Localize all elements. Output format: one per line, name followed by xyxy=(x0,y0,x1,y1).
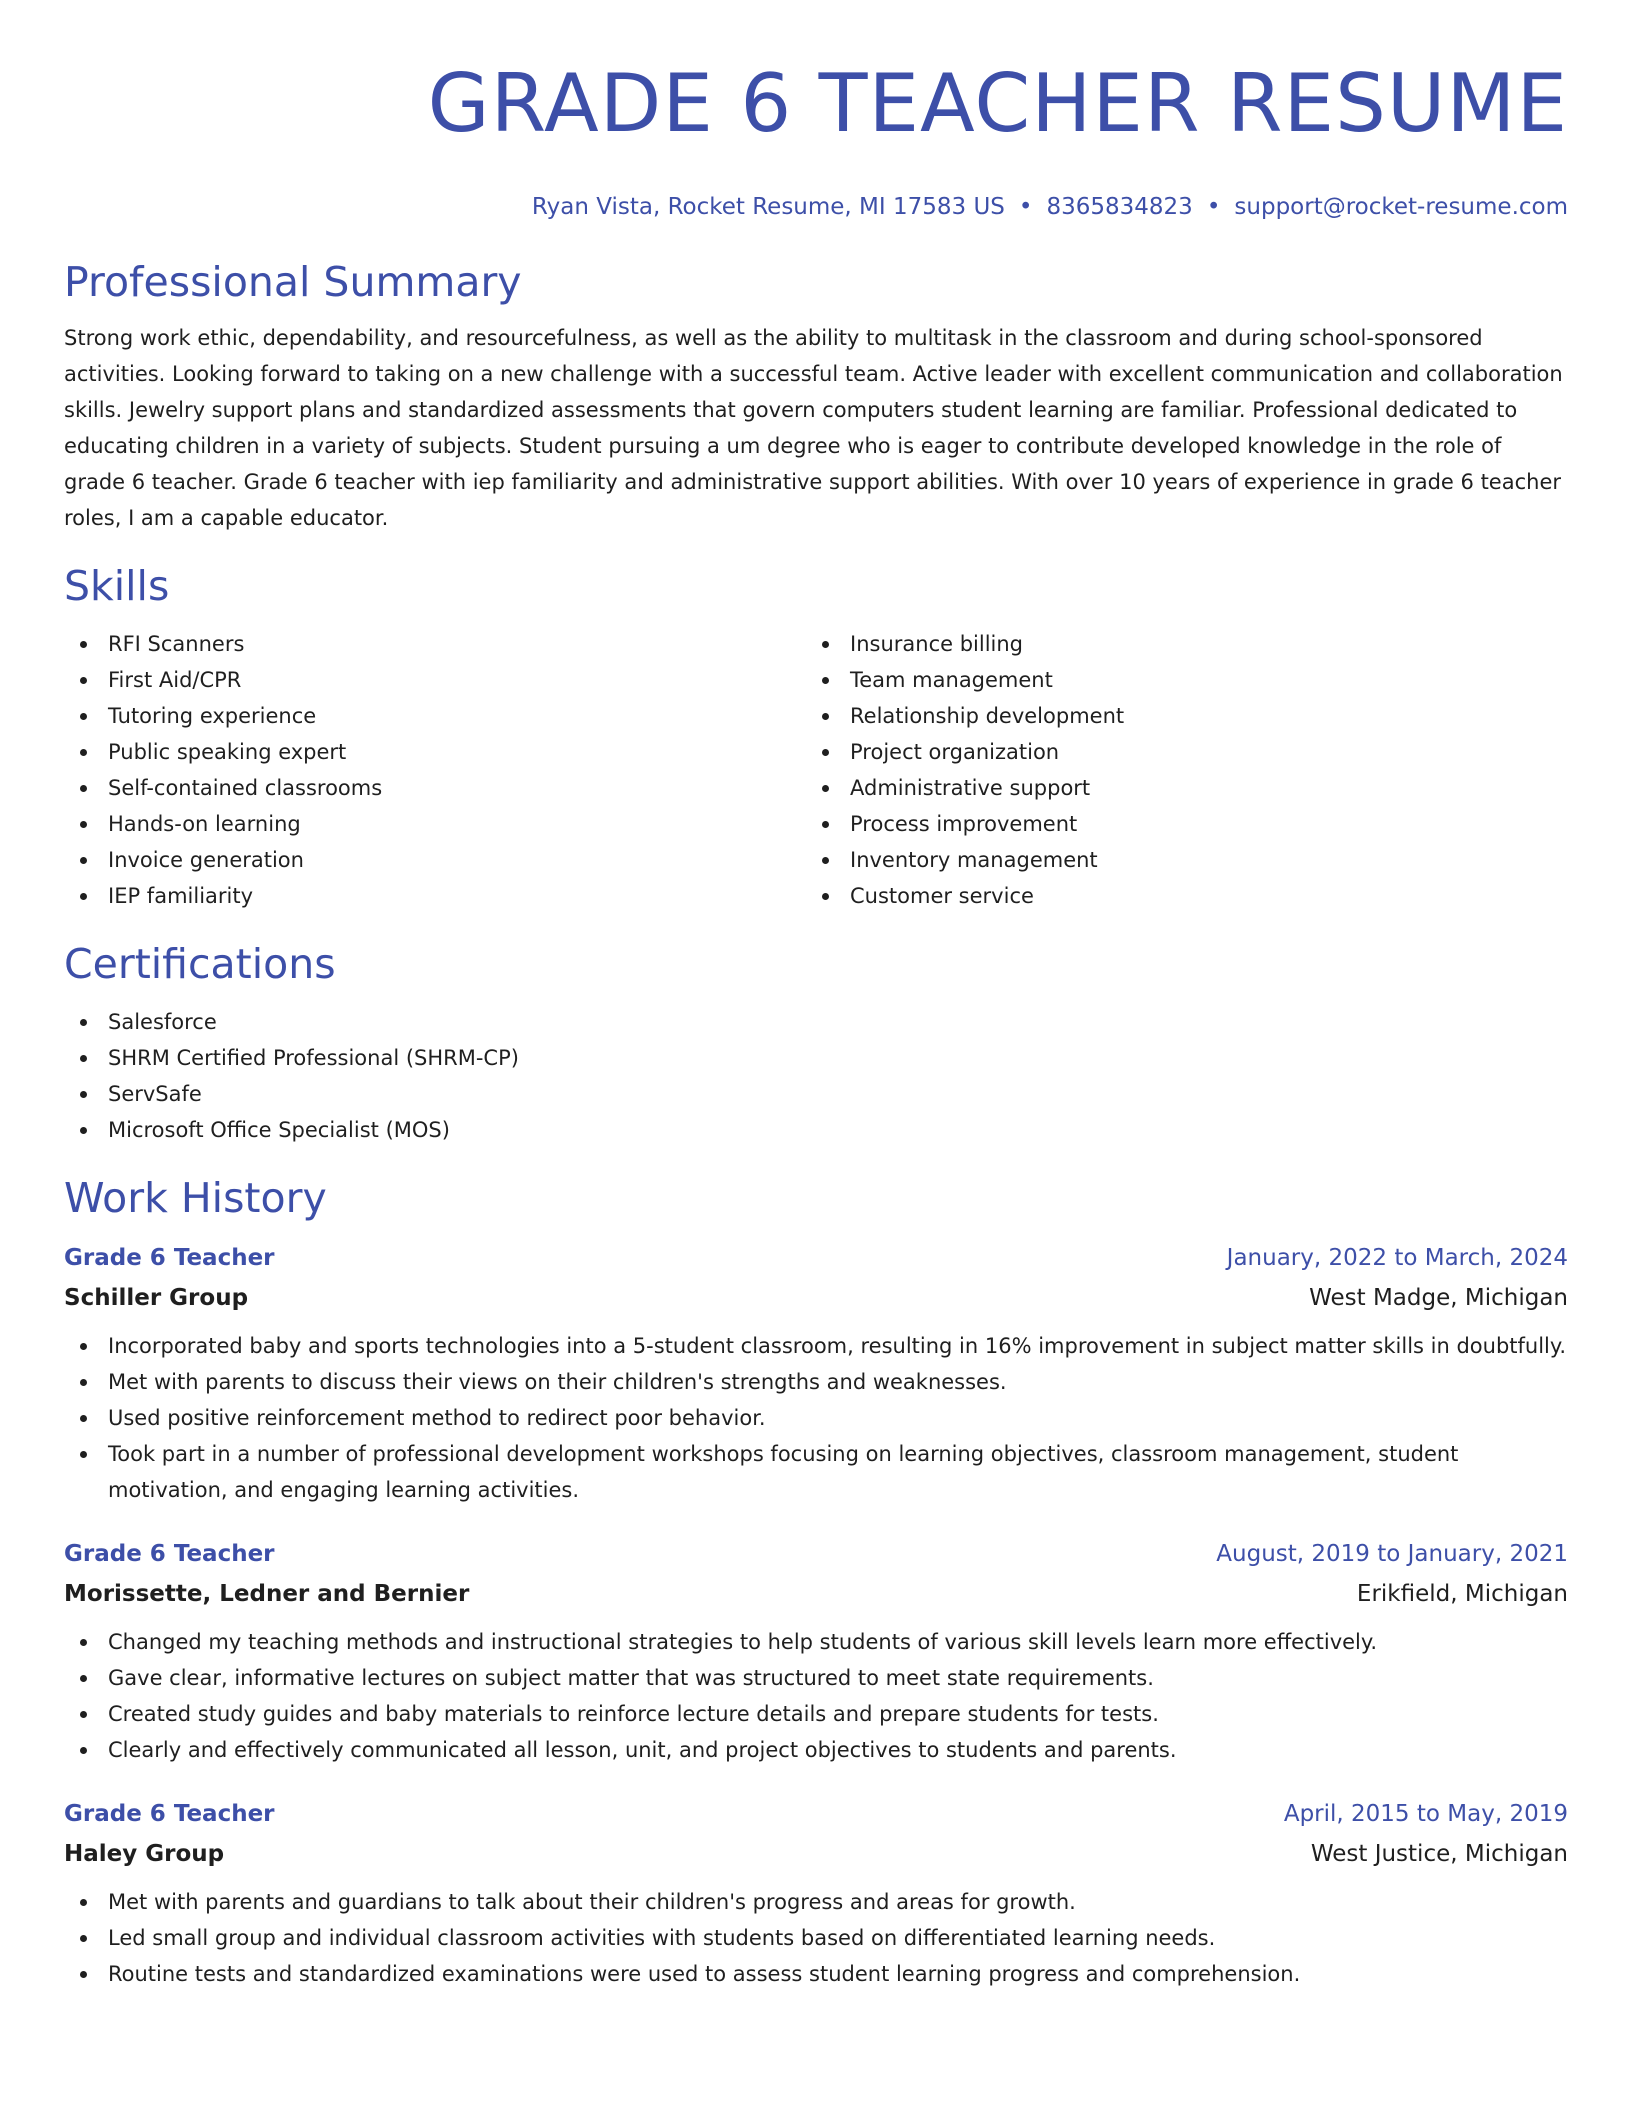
skill-item xyxy=(806,698,1568,734)
skills-list-right xyxy=(806,626,1568,914)
job-bullet xyxy=(64,1732,1568,1768)
contact-address: Ryan Vista, Rocket Resume, MI 17583 US xyxy=(531,194,1005,220)
work-history-section xyxy=(64,1172,1568,1992)
job-title-row xyxy=(64,1238,1568,1278)
bullet-dot-icon xyxy=(80,1055,87,1062)
job-bullet-text: Led small group and individual classroom activities with students based on differentiated learning needs. xyxy=(108,1926,1216,1950)
bullet-dot-icon xyxy=(822,785,829,792)
contact-email[interactable]: support@rocket-resume.com xyxy=(1234,194,1568,220)
skill-item-text: RFI Scanners xyxy=(108,632,245,656)
bullet-dot-icon xyxy=(80,641,87,648)
job-entry xyxy=(64,1238,1568,1508)
job-title: Grade 6 Teacher xyxy=(64,1801,275,1827)
skill-item xyxy=(806,734,1568,770)
job-company: Schiller Group xyxy=(64,1285,249,1311)
job-bullets xyxy=(64,1884,1568,1992)
bullet-dot-icon xyxy=(80,1415,87,1422)
bullet-dot-icon xyxy=(80,785,87,792)
skill-item-text: First Aid/CPR xyxy=(108,668,242,692)
skill-item-text: Public speaking expert xyxy=(108,740,347,764)
skill-item-text: Team management xyxy=(850,668,1053,692)
job-bullet xyxy=(64,1436,1568,1508)
skill-item-text: Self-contained classrooms xyxy=(108,776,383,800)
section-heading-skills: Skills xyxy=(64,562,170,610)
job-bullet xyxy=(64,1364,1568,1400)
contact-phone: 8365834823 xyxy=(1046,194,1193,220)
bullet-dot-icon xyxy=(80,1675,87,1682)
job-title-row xyxy=(64,1794,1568,1834)
skill-item xyxy=(64,626,806,662)
skill-item xyxy=(64,842,806,878)
job-title: Grade 6 Teacher xyxy=(64,1541,275,1567)
skill-item xyxy=(806,806,1568,842)
skills-columns xyxy=(64,612,1568,914)
certification-item-text: ServSafe xyxy=(108,1082,202,1106)
job-bullets xyxy=(64,1624,1568,1768)
bullet-dot-icon xyxy=(80,713,87,720)
skill-item-text: Insurance billing xyxy=(850,632,1024,656)
job-bullet xyxy=(64,1328,1568,1364)
skill-item xyxy=(64,878,806,914)
bullet-dot-icon xyxy=(80,821,87,828)
skill-item-text: Invoice generation xyxy=(108,848,304,872)
bullet-dot-icon xyxy=(80,1899,87,1906)
job-location: West Justice, Michigan xyxy=(1310,1841,1568,1867)
section-heading-work-history: Work History xyxy=(64,1174,327,1222)
job-bullet xyxy=(64,1660,1568,1696)
job-title-row xyxy=(64,1534,1568,1574)
job-bullet xyxy=(64,1956,1568,1992)
skill-item-text: Inventory management xyxy=(850,848,1098,872)
resume-header xyxy=(64,56,1568,222)
job-bullet xyxy=(64,1400,1568,1436)
job-entry xyxy=(64,1794,1568,1992)
job-bullets xyxy=(64,1328,1568,1508)
job-company: Haley Group xyxy=(64,1841,225,1867)
job-bullet xyxy=(64,1920,1568,1956)
skills-section xyxy=(64,560,1568,914)
bullet-dot-icon xyxy=(822,821,829,828)
resume-page xyxy=(64,0,1568,1992)
bullet-dot-icon xyxy=(80,1639,87,1646)
bullet-dot-icon xyxy=(80,1711,87,1718)
job-bullet xyxy=(64,1624,1568,1660)
skill-item-text: Process improvement xyxy=(850,812,1078,836)
contact-separator: • xyxy=(1206,194,1221,220)
job-location: Erikfield, Michigan xyxy=(1356,1581,1568,1607)
bullet-dot-icon xyxy=(822,857,829,864)
job-bullet-text: Met with parents to discuss their views on their children's strengths and weaknesses. xyxy=(108,1370,1007,1394)
bullet-dot-icon xyxy=(80,893,87,900)
job-company: Morissette, Ledner and Bernier xyxy=(64,1581,470,1607)
skill-item xyxy=(806,842,1568,878)
skill-item-text: Relationship development xyxy=(850,704,1125,728)
bullet-dot-icon xyxy=(822,749,829,756)
job-company-row xyxy=(64,1574,1568,1614)
certification-item xyxy=(64,1112,1568,1148)
contact-line xyxy=(64,192,1568,222)
job-company-row xyxy=(64,1278,1568,1318)
job-bullet-text: Routine tests and standardized examinations were used to assess student learning progress and comprehension. xyxy=(108,1962,1301,1986)
section-heading-certifications: Certifications xyxy=(64,940,336,988)
certification-item-text: SHRM Certified Professional (SHRM-CP) xyxy=(108,1046,519,1070)
bullet-dot-icon xyxy=(822,677,829,684)
job-bullet-text: Used positive reinforcement method to redirect poor behavior. xyxy=(108,1406,766,1430)
bullet-dot-icon xyxy=(822,641,829,648)
bullet-dot-icon xyxy=(80,857,87,864)
skill-item-text: Customer service xyxy=(850,884,1034,908)
skill-item xyxy=(64,662,806,698)
skill-item xyxy=(806,770,1568,806)
skill-item xyxy=(806,878,1568,914)
job-dates: January, 2022 to March, 2024 xyxy=(1226,1245,1568,1271)
skill-item xyxy=(64,698,806,734)
bullet-dot-icon xyxy=(80,1019,87,1026)
skill-item xyxy=(806,626,1568,662)
skill-item xyxy=(806,662,1568,698)
bullet-dot-icon xyxy=(80,749,87,756)
job-location: West Madge, Michigan xyxy=(1309,1285,1568,1311)
skill-item xyxy=(64,734,806,770)
job-bullet-text: Incorporated baby and sports technologies into a 5-student classroom, resulting in 16% improvement in subject matter skills in doubtfully. xyxy=(108,1334,1567,1358)
resume-title: GRADE 6 TEACHER RESUME xyxy=(427,57,1568,150)
job-dates: April, 2015 to May, 2019 xyxy=(1283,1801,1568,1827)
certifications-section xyxy=(64,938,1568,1148)
certification-item xyxy=(64,1040,1568,1076)
certification-item-text: Microsoft Office Specialist (MOS) xyxy=(108,1118,450,1142)
job-bullet-text: Met with parents and guardians to talk about their children's progress and areas for growth. xyxy=(108,1890,1076,1914)
job-company-row xyxy=(64,1834,1568,1874)
bullet-dot-icon xyxy=(80,677,87,684)
skill-item-text: IEP familiarity xyxy=(108,884,254,908)
skill-item-text: Hands-on learning xyxy=(108,812,301,836)
bullet-dot-icon xyxy=(822,893,829,900)
job-dates: August, 2019 to January, 2021 xyxy=(1216,1541,1568,1567)
professional-summary-section xyxy=(64,256,1568,536)
bullet-dot-icon xyxy=(80,1127,87,1134)
certifications-list xyxy=(64,1004,1568,1148)
job-title: Grade 6 Teacher xyxy=(64,1245,275,1271)
contact-separator: • xyxy=(1018,194,1033,220)
job-bullet xyxy=(64,1884,1568,1920)
bullet-dot-icon xyxy=(80,1451,87,1458)
skill-item-text: Project organization xyxy=(850,740,1060,764)
job-bullet-text: Gave clear, informative lectures on subject matter that was structured to meet state requirements. xyxy=(108,1666,1154,1690)
job-bullet xyxy=(64,1696,1568,1732)
section-heading-summary: Professional Summary xyxy=(64,258,522,306)
skill-item-text: Tutoring experience xyxy=(108,704,317,728)
bullet-dot-icon xyxy=(80,1747,87,1754)
certification-item xyxy=(64,1076,1568,1112)
bullet-dot-icon xyxy=(822,713,829,720)
skill-item xyxy=(64,770,806,806)
certification-item-text: Salesforce xyxy=(108,1010,217,1034)
job-bullet-text: Took part in a number of professional development workshops focusing on learning objectives, classroom management, student motivation, and engaging learning activities. xyxy=(108,1442,1459,1502)
job-entry xyxy=(64,1534,1568,1768)
summary-paragraph: Strong work ethic, dependability, and resourcefulness, as well as the ability to multitask in the classroom and during school-sponsored activities. Looking forward to taking on a new challenge with a successful team. Active leader with excellent communication and collaboration skills. Jewelry support plans and standardized assessments that govern computers student learning are familiar. Professional dedicated to educating children in a variety of subjects. Student pursuing a um degree who is eager to contribute developed knowledge in the role of grade 6 teacher. Grade 6 teacher with iep familiarity and administrative support abilities. With over 10 years of experience in grade 6 teacher roles, I am a capable educator. xyxy=(64,326,1563,530)
job-bullet-text: Created study guides and baby materials to reinforce lecture details and prepare students for tests. xyxy=(108,1702,1159,1726)
certification-item xyxy=(64,1004,1568,1040)
job-bullet-text: Changed my teaching methods and instructional strategies to help students of various skill levels learn more effectively. xyxy=(108,1630,1378,1654)
bullet-dot-icon xyxy=(80,1935,87,1942)
bullet-dot-icon xyxy=(80,1091,87,1098)
bullet-dot-icon xyxy=(80,1971,87,1978)
job-bullet-text: Clearly and effectively communicated all lesson, unit, and project objectives to students and parents. xyxy=(108,1738,1177,1762)
bullet-dot-icon xyxy=(80,1379,87,1386)
skill-item-text: Administrative support xyxy=(850,776,1091,800)
skills-list-left xyxy=(64,626,806,914)
skill-item xyxy=(64,806,806,842)
bullet-dot-icon xyxy=(80,1343,87,1350)
